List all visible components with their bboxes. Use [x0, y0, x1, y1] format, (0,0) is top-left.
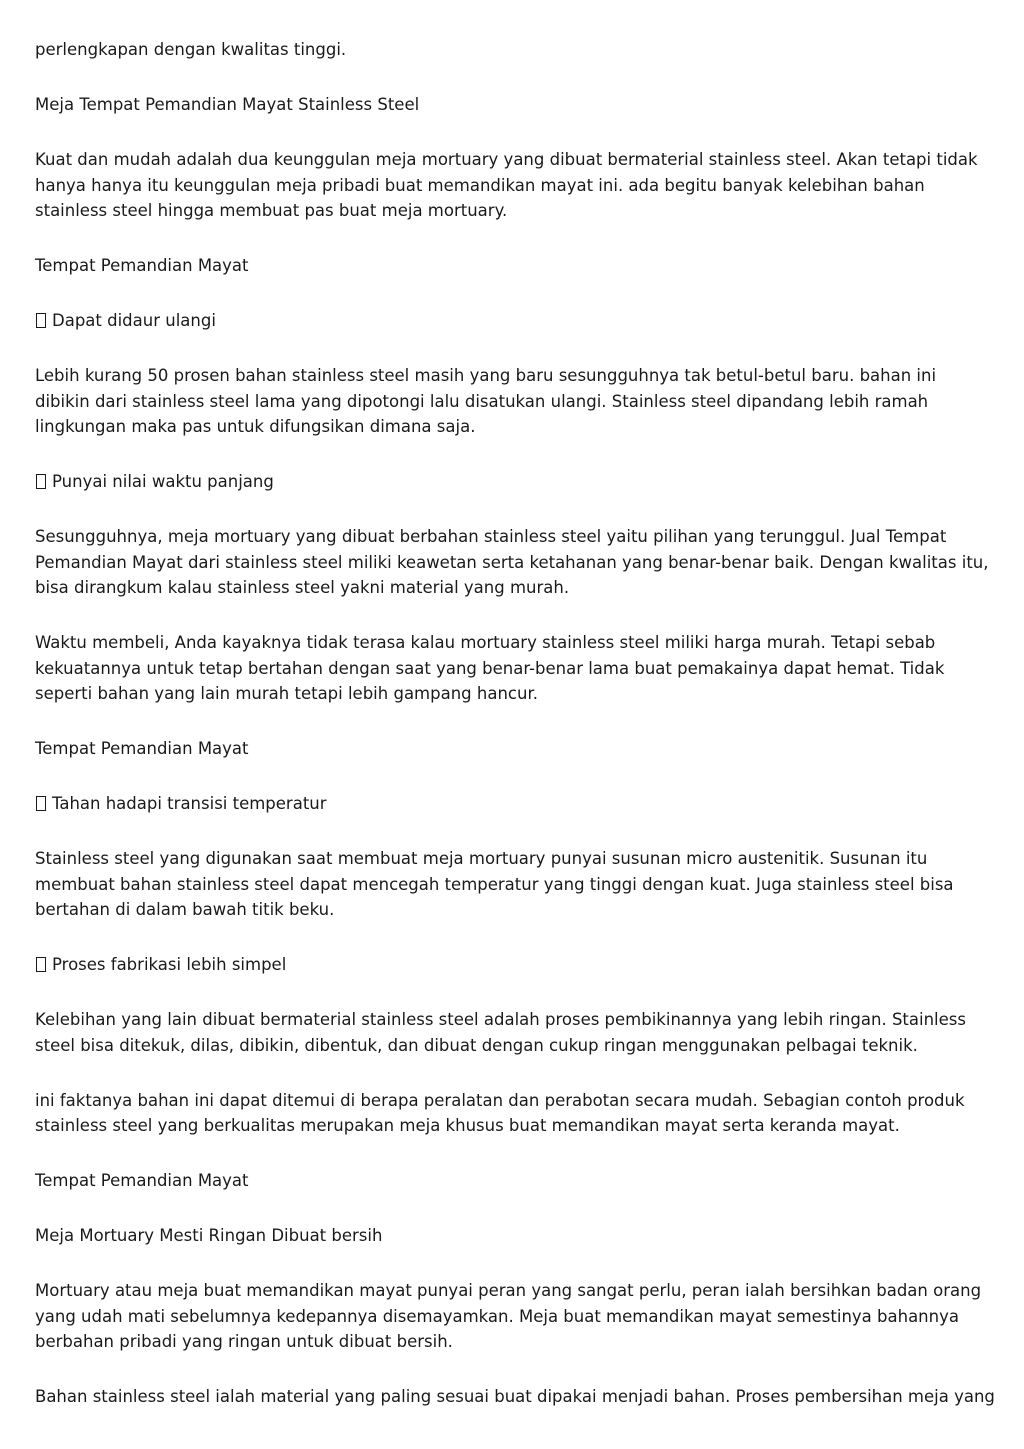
paragraph: Lebih kurang 50 prosen bahan stainless steel masih yang baru sesungguhnya tak betul-betul baru. bahan ini dibikin dari stainless steel lama yang dipotongi lalu disatukan ulangi. Stainless steel dipandang lebih ramah lingkungan maka pas untuk difungsikan dimana saja. [35, 366, 937, 436]
paragraph: Sesungguhnya, meja mortuary yang dibuat berbahan stainless steel yaitu pilihan yang terunggul. Jual Tempat Pemandian Mayat dari stainless steel miliki keawetan serta ketahanan yang benar-benar baik. Dengan kwalitas itu, bisa dirangkum kalau stainless steel yakni material yang murah. [35, 527, 989, 597]
paragraph: Waktu membeli, Anda kayaknya tidak terasa kalau mortuary stainless steel miliki harga murah. Tetapi sebab kekuatannya untuk tetap bertahan dengan saat yang benar-benar lama buat pemakainya dapat hemat. Tidak seperti bahan yang lain murah tetapi lebih gampang hancur. [35, 633, 945, 703]
heading: Tempat Pemandian Mayat [35, 739, 249, 758]
paragraph: Bahan stainless steel ialah material yang paling sesuai buat dipakai menjadi bahan. Proses pembersihan meja yang [35, 1387, 995, 1406]
paragraph: Stainless steel yang digunakan saat membuat meja mortuary punyai susunan micro austenitik. Susunan itu membuat bahan stainless steel dapat mencegah temperatur yang tinggi dengan kuat. Juga stainless steel bisa bertahan di dalam bawah titik beku. [35, 849, 954, 919]
paragraph: Kuat dan mudah adalah dua keunggulan meja mortuary yang dibuat bermaterial stainless steel. Akan tetapi tidak hanya hanya itu keunggulan meja pribadi buat memandikan mayat ini. ada begitu banyak kelebihan bahan stainless steel hingga membuat pas buat meja mortuary. [35, 150, 978, 220]
bullet-text: Punyai nilai waktu panjang [52, 472, 274, 491]
heading: Tempat Pemandian Mayat [35, 256, 249, 275]
document-page [35, 37, 995, 1439]
missing-glyph-icon [36, 474, 46, 489]
bullet-text: Dapat didaur ulangi [52, 311, 216, 330]
missing-glyph-icon [36, 796, 46, 811]
paragraph: perlengkapan dengan kwalitas tinggi. [35, 40, 347, 59]
paragraph: ini faktanya bahan ini dapat ditemui di berapa peralatan dan perabotan secara mudah. Sebagian contoh produk stainless steel yang berkualitas merupakan meja khusus buat memandikan mayat serta keranda mayat. [35, 1090, 965, 1135]
bullet-item [35, 469, 995, 495]
missing-glyph-icon [36, 957, 46, 972]
heading: Meja Mortuary Mesti Ringan Dibuat bersih [35, 1226, 383, 1245]
bullet-item [35, 952, 995, 978]
bullet-text: Tahan hadapi transisi temperatur [52, 794, 327, 813]
missing-glyph-icon [36, 313, 46, 328]
bullet-item [35, 791, 995, 817]
heading: Meja Tempat Pemandian Mayat Stainless Steel [35, 95, 420, 114]
paragraph: Mortuary atau meja buat memandikan mayat punyai peran yang sangat perlu, peran ialah bersihkan badan orang yang udah mati sebelumnya kedepannya disemayamkan. Meja buat memandikan mayat semestinya bahannya berbahan pribadi yang ringan untuk dibuat bersih. [35, 1281, 982, 1351]
bullet-text: Proses fabrikasi lebih simpel [52, 955, 287, 974]
heading: Tempat Pemandian Mayat [35, 1171, 249, 1190]
paragraph: Kelebihan yang lain dibuat bermaterial stainless steel adalah proses pembikinannya yang lebih ringan. Stainless steel bisa ditekuk, dilas, dibikin, dibentuk, dan dibuat dengan cukup ringan menggunakan pelbagai teknik. [35, 1010, 966, 1055]
bullet-item [35, 308, 995, 334]
